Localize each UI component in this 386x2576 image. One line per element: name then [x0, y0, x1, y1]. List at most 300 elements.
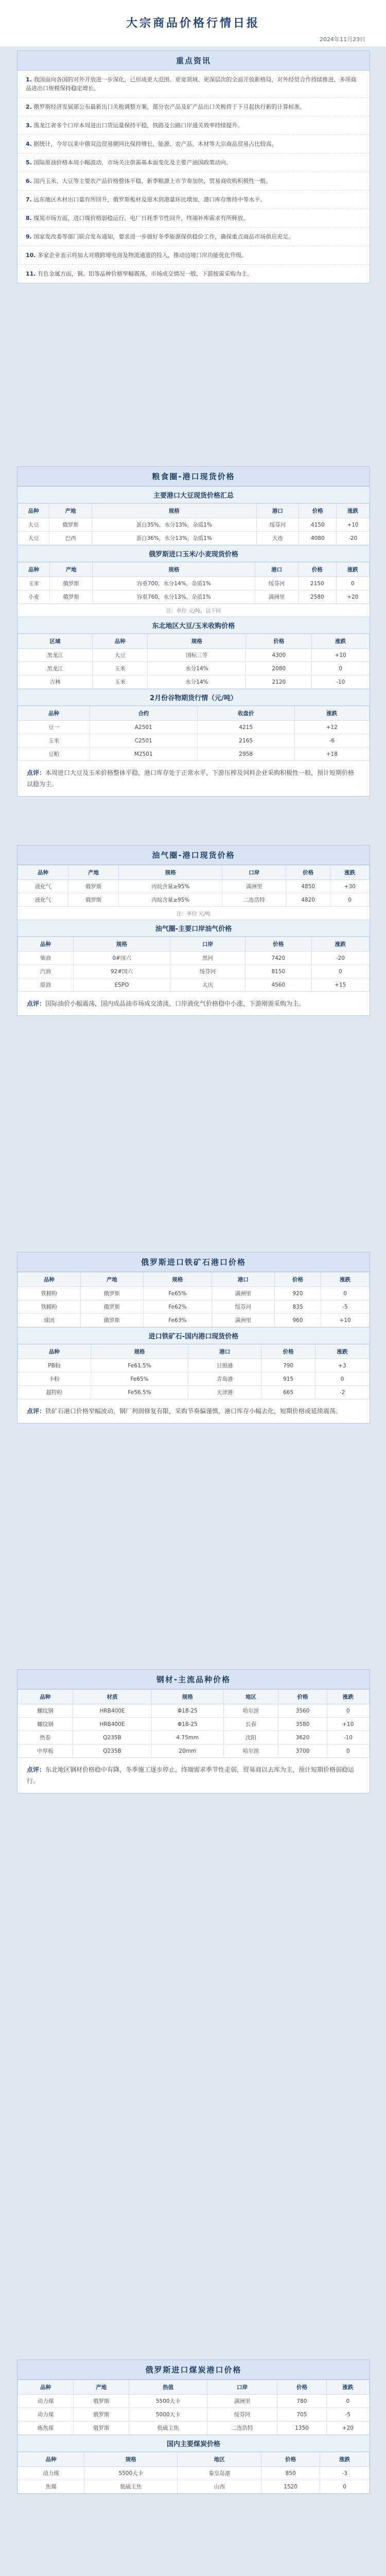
table-header-cell: 规格: [74, 937, 170, 952]
table-row: [18, 734, 370, 748]
news-title: 重点资讯: [17, 51, 370, 71]
table-header-cell: 区域: [18, 634, 93, 649]
table-cell: 俄罗斯: [49, 590, 93, 604]
table-cell: 3580: [278, 1718, 327, 1731]
table-cell: 山西: [178, 2480, 261, 2494]
oil-sub2: 油气圈-主要口岸油气价格: [17, 920, 370, 937]
table-header-cell: 品种: [18, 563, 50, 577]
table-cell: 2580: [298, 590, 336, 604]
news-item-index: 8.: [26, 215, 32, 222]
table-cell: 俄罗斯: [74, 2421, 129, 2435]
table-row: [18, 880, 370, 893]
table-cell: 卡粉: [18, 1372, 91, 1386]
table-cell: +20: [336, 590, 369, 604]
table-cell: +10: [321, 1314, 370, 1327]
table-cell: Fe63%: [143, 1314, 212, 1327]
table-cell: 黑河: [170, 952, 245, 965]
table-header-cell: 价格: [261, 2452, 320, 2467]
oil-comment-text: 国际油价小幅震荡，国内成品油市场成交清淡，口岸液化气价格稳中小涨，下游刚需采购为主。: [45, 1000, 305, 1007]
table-cell: 绥芬河: [212, 1300, 274, 1314]
table-cell: 2958: [197, 748, 294, 761]
news-item: [17, 246, 370, 265]
table-header-cell: 涨跌: [327, 1690, 369, 1704]
steel-comment: [17, 1758, 370, 1793]
table-cell: 球团: [18, 1314, 81, 1327]
table-cell: Fe61.5%: [91, 1359, 188, 1372]
table-header-cell: 涨跌: [321, 1273, 370, 1287]
table-row: [18, 978, 370, 992]
table-cell: -20: [311, 952, 369, 965]
table-cell: -5: [321, 1300, 370, 1314]
grain-title: 粮食圈-港口现货价格: [17, 467, 370, 486]
table-cell: 满洲里: [222, 880, 286, 893]
table-cell: 吉林: [18, 675, 93, 689]
table-cell: 绥芬河: [207, 2408, 277, 2421]
news-item-text: 国内玉米、大豆等主要农产品价格整体平稳，新季粮源上市节奏加快，贸易商收购积极性一般。: [33, 178, 272, 184]
table-header-cell: 涨跌: [326, 2380, 369, 2395]
table-row: [18, 662, 370, 675]
news-item: [17, 154, 370, 172]
table-cell: 丙烷含量≥95%: [119, 893, 222, 907]
table-cell: -10: [312, 675, 370, 689]
table-cell: 2120: [246, 675, 312, 689]
news-item-text: 俄罗斯经济发展部公布最新出口关税调整方案，部分农产品及矿产品出口关税将于下月起执行新的计算标准。: [33, 104, 306, 110]
table-header-cell: 地区: [223, 1690, 278, 1704]
grain-comment-label: 点评：: [27, 769, 46, 776]
table-cell: 8150: [245, 965, 311, 978]
table-cell: 7420: [245, 952, 311, 965]
table-row: [18, 893, 370, 907]
table-cell: 玉米: [18, 734, 90, 748]
table-cell: -3: [320, 2467, 370, 2480]
table-cell: 水分14%: [148, 662, 246, 675]
table-header-cell: 品种: [18, 1273, 81, 1287]
table-cell: 日照港: [188, 1359, 261, 1372]
news-item: [17, 71, 370, 98]
table-cell: +3: [315, 1359, 370, 1372]
coal-panel: [17, 2360, 370, 2494]
table-row: [18, 1386, 370, 1399]
table-cell: 水分14%: [148, 675, 246, 689]
news-item-text: 远东地区木材出口量有所回升，俄罗斯板材及原木到港量环比增加，港口库存维持中等水平。: [33, 196, 266, 203]
table-cell: 大豆: [18, 532, 49, 545]
table-cell: 动力煤: [18, 2467, 84, 2480]
table-cell: Φ18-25: [152, 1704, 223, 1718]
table-cell: 国标三等: [148, 649, 246, 662]
table-row: [18, 952, 370, 965]
table-header-cell: 规格: [92, 504, 256, 518]
grain-table-4: [17, 706, 370, 761]
news-item: [17, 116, 370, 135]
table-header-cell: 材质: [73, 1690, 151, 1704]
news-item-index: 2.: [26, 104, 32, 110]
table-cell: 0: [330, 893, 370, 907]
table-row: [18, 1718, 370, 1731]
table-cell: 1350: [277, 2421, 326, 2435]
table-cell: 960: [274, 1314, 321, 1327]
news-item-index: 6.: [26, 178, 32, 184]
table-cell: 液化气: [18, 893, 68, 907]
table-cell: 玉米: [18, 577, 50, 590]
table-cell: 柴油: [18, 952, 74, 965]
ore-comment-label: 点评：: [27, 1408, 46, 1415]
table-header-cell: 价格: [277, 2380, 326, 2395]
news-item-text: 煤炭市场方面，进口煤价格弱稳运行，电厂日耗季节性回升，终端补库需求有所释放。: [33, 215, 249, 222]
table-header-cell: 涨跌: [311, 937, 369, 952]
table-header-cell: 品种: [93, 634, 148, 649]
grain-sub2: 俄罗斯进口玉米/小麦现货价格: [17, 545, 370, 562]
table-cell: 哈尔滨: [223, 1704, 278, 1718]
table-cell: 液化气: [18, 880, 68, 893]
table-cell: -10: [327, 1731, 369, 1744]
table-cell: 丙烷含量≥95%: [119, 880, 222, 893]
table-cell: +10: [337, 518, 370, 532]
table-cell: 705: [277, 2408, 326, 2421]
table-header-cell: 地区: [178, 2452, 261, 2467]
table-cell: HRB400E: [73, 1704, 151, 1718]
news-item-index: 1.: [26, 76, 32, 83]
steel-title: 钢材-主流品种价格: [17, 1670, 370, 1689]
table-cell: 5000大卡: [129, 2408, 207, 2421]
table-row: [18, 1359, 370, 1372]
table-header-cell: 品种: [18, 937, 74, 952]
ore-panel: [17, 1252, 370, 1423]
table-row: [18, 1744, 370, 1758]
table-cell: 0: [320, 2480, 370, 2494]
table-row: [18, 2408, 370, 2421]
table-header-cell: 品种: [18, 1690, 73, 1704]
table-cell: 绥芬河: [256, 518, 299, 532]
table-cell: 黑龙江: [18, 649, 93, 662]
table-cell: 大庆: [170, 978, 245, 992]
news-item: [17, 135, 370, 154]
table-header-cell: 口岸: [170, 937, 245, 952]
table-cell: Fe56.5%: [91, 1386, 188, 1399]
table-cell: 0: [311, 965, 369, 978]
ore-sub2: 进口铁矿石-国内港口现货价格: [17, 1327, 370, 1344]
table-header-cell: 规格: [93, 563, 255, 577]
table-header-cell: 规格: [152, 1690, 223, 1704]
news-item: [17, 191, 370, 209]
ore-table-1: [17, 1272, 370, 1327]
oil-table-2: [17, 937, 370, 992]
grain-panel: [17, 466, 370, 796]
table-cell: +30: [330, 880, 370, 893]
grain-sub3: 东北地区大豆/玉米收购价格: [17, 617, 370, 634]
table-cell: 0: [327, 1704, 369, 1718]
news-item: [17, 172, 370, 191]
table-cell: C2501: [90, 734, 197, 748]
table-cell: 哈尔滨: [223, 1744, 278, 1758]
news-item-index: 5.: [26, 159, 32, 166]
table-header-cell: 港口: [256, 504, 299, 518]
table-cell: Fe62%: [143, 1300, 212, 1314]
table-cell: -20: [337, 532, 370, 545]
table-cell: 4150: [299, 518, 337, 532]
table-cell: 汽油: [18, 965, 74, 978]
table-header-cell: 价格: [246, 634, 312, 649]
table-cell: 满洲里: [212, 1314, 274, 1327]
table-cell: 俄罗斯: [80, 1287, 143, 1300]
table-header-cell: 品种: [18, 504, 49, 518]
table-header-cell: 合约: [90, 706, 197, 721]
table-row: [18, 1287, 370, 1300]
table-cell: 0#国六: [74, 952, 170, 965]
table-header-cell: 收盘价: [197, 706, 294, 721]
table-cell: 蛋白35%，水分13%，杂质1%: [92, 518, 256, 532]
table-cell: 大豆: [93, 649, 148, 662]
table-cell: -5: [326, 2408, 369, 2421]
table-cell: 俄罗斯: [80, 1314, 143, 1327]
table-header-cell: 品种: [18, 866, 68, 880]
table-cell: 0: [315, 1372, 370, 1386]
table-cell: 秦皇岛港: [178, 2467, 261, 2480]
table-cell: 天津港: [188, 1386, 261, 1399]
table-cell: 超特粉: [18, 1386, 91, 1399]
table-cell: 2150: [298, 577, 336, 590]
report-title: 大宗商品价格行情日报: [126, 17, 260, 30]
table-header-cell: 价格: [274, 1273, 321, 1287]
table-cell: 巴西: [49, 532, 92, 545]
table-row: [18, 2395, 370, 2408]
table-header-cell: 产地: [49, 563, 93, 577]
table-cell: 黑龙江: [18, 662, 93, 675]
table-row: [18, 532, 370, 545]
ore-table-2: [17, 1344, 370, 1399]
table-cell: 俄罗斯: [80, 1300, 143, 1314]
table-cell: +10: [312, 649, 370, 662]
steel-table-1: [17, 1689, 370, 1758]
news-item-text: 据统计，今年以来中俄双边贸易额同比保持增长，能源、农产品、木材等大宗商品贸易占比较高。: [33, 141, 277, 147]
table-row: [18, 2467, 370, 2480]
table-cell: 小麦: [18, 590, 50, 604]
table-cell: 螺纹钢: [18, 1718, 73, 1731]
table-cell: 790: [261, 1359, 315, 1372]
table-header-cell: 规格: [91, 1345, 188, 1359]
table-cell: 豆粕: [18, 748, 90, 761]
table-header-cell: 口岸: [222, 866, 286, 880]
table-header-cell: 规格: [143, 1273, 212, 1287]
grain-sub1: 主要港口大豆现货价格汇总: [17, 486, 370, 503]
grain-table-3: [17, 634, 370, 689]
table-cell: 大豆: [18, 518, 49, 532]
table-cell: 780: [277, 2395, 326, 2408]
grain-comment: [17, 761, 370, 796]
table-header-cell: 涨跌: [294, 706, 369, 721]
news-item: [17, 265, 370, 283]
news-item-index: 11.: [26, 270, 36, 277]
table-row: [18, 1731, 370, 1744]
table-cell: 0: [312, 662, 370, 675]
table-header-cell: 品种: [18, 1345, 91, 1359]
table-header-cell: 涨跌: [312, 634, 370, 649]
table-cell: 俄罗斯: [49, 518, 92, 532]
table-cell: 0: [336, 577, 369, 590]
table-cell: 铁精粉: [18, 1287, 81, 1300]
news-item-index: 3.: [26, 122, 32, 129]
table-cell: 俄罗斯: [49, 577, 93, 590]
table-header-cell: 规格: [148, 634, 246, 649]
table-cell: 92#国六: [74, 965, 170, 978]
oil-panel: [17, 845, 370, 1016]
table-cell: 5500大卡: [129, 2395, 207, 2408]
ore-title: 俄罗斯进口铁矿石港口价格: [17, 1252, 370, 1272]
table-cell: HRB400E: [73, 1718, 151, 1731]
table-cell: +10: [327, 1718, 369, 1731]
table-cell: 835: [274, 1300, 321, 1314]
grain-sub4: 2月份谷物期货行情（元/吨）: [17, 689, 370, 706]
table-row: [18, 965, 370, 978]
table-cell: Fe65%: [91, 1372, 188, 1386]
oil-note: 注：单位 元/吨: [176, 911, 211, 917]
ore-comment-text: 铁矿石港口价格窄幅波动，钢厂利润修复有限，采购节奏偏谨慎，港口库存小幅去化，短期价格或延续震荡。: [45, 1408, 342, 1415]
table-cell: ESPO: [74, 978, 170, 992]
table-cell: Fe65%: [143, 1287, 212, 1300]
oil-comment-label: 点评：: [27, 1000, 46, 1007]
table-header-cell: 规格: [84, 2452, 178, 2467]
news-item: [17, 209, 370, 228]
news-item-text: 有色金属方面，铜、铝等品种价格窄幅震荡，市场成交情况一般，下游按需采购为主。: [38, 270, 253, 277]
news-item-text: 国家发改委等部门联合发布通知，要求进一步做好冬季能源保供稳价工作，确保重点商品市场供应充足。: [33, 233, 294, 240]
table-cell: 绥芬河: [170, 965, 245, 978]
table-cell: 中厚板: [18, 1744, 73, 1758]
table-cell: 二连浩特: [207, 2421, 277, 2435]
table-cell: 俄罗斯: [68, 893, 119, 907]
news-panel: [17, 50, 370, 283]
table-cell: 3560: [278, 1704, 327, 1718]
table-cell: 4560: [245, 978, 311, 992]
table-cell: 0: [326, 2395, 369, 2408]
table-row: [18, 675, 370, 689]
table-cell: 4850: [286, 880, 330, 893]
steel-panel: [17, 1669, 370, 1793]
report-date: 2024年11月23日: [320, 36, 365, 43]
table-cell: 4215: [197, 721, 294, 734]
table-cell: 4820: [286, 893, 330, 907]
coal-table-1: [17, 2380, 370, 2435]
table-cell: 绥芬河: [255, 577, 299, 590]
news-list: [17, 71, 370, 283]
table-cell: 850: [261, 2467, 320, 2480]
table-cell: 焦煤: [18, 2480, 84, 2494]
table-cell: PB粉: [18, 1359, 91, 1372]
table-header-cell: 口岸: [207, 2380, 277, 2395]
table-header-cell: 品种: [18, 2452, 84, 2467]
table-header-cell: 港口: [212, 1273, 274, 1287]
news-item-text: 黑龙江省多个口岸本周进出口货运量保持平稳，铁路及公路口岸通关效率持续提升。: [33, 122, 243, 129]
table-row: [18, 748, 370, 761]
steel-comment-label: 点评：: [27, 1766, 46, 1773]
table-cell: 低硫主焦: [129, 2421, 207, 2435]
table-cell: Φ18-25: [152, 1718, 223, 1731]
table-header-cell: 规格: [119, 866, 222, 880]
table-header-cell: 涨跌: [315, 1345, 370, 1359]
oil-comment: [17, 992, 370, 1015]
table-header-cell: 产地: [74, 2380, 129, 2395]
news-item-index: 4.: [26, 141, 32, 147]
table-row: [18, 721, 370, 734]
table-cell: 豆一: [18, 721, 90, 734]
table-row: [18, 1314, 370, 1327]
table-cell: 915: [261, 1372, 315, 1386]
table-cell: 长春: [223, 1718, 278, 1731]
table-cell: 低硫主焦: [84, 2480, 178, 2494]
table-header-cell: 产地: [68, 866, 119, 880]
table-cell: 动力煤: [18, 2395, 74, 2408]
news-item-text: 国际原油价格本周小幅波动，市场关注供需基本面变化及主要产油国政策动向。: [33, 159, 232, 166]
table-row: [18, 1300, 370, 1314]
table-header-cell: 价格: [298, 563, 336, 577]
table-cell: 螺纹钢: [18, 1704, 73, 1718]
table-cell: 4300: [246, 649, 312, 662]
table-header-cell: 港口: [255, 563, 299, 577]
ore-comment: [17, 1399, 370, 1423]
table-cell: Q235B: [73, 1744, 151, 1758]
table-header-cell: 价格: [261, 1345, 315, 1359]
table-cell: 2080: [246, 662, 312, 675]
table-cell: 1520: [261, 2480, 320, 2494]
table-cell: +20: [326, 2421, 369, 2435]
table-cell: 20mm: [152, 1744, 223, 1758]
grain-table-1: [17, 503, 370, 545]
table-row: [18, 1704, 370, 1718]
table-cell: 热卷: [18, 1731, 73, 1744]
news-item-index: 9.: [26, 233, 32, 240]
oil-title: 油气圈-港口现货价格: [17, 845, 370, 865]
table-cell: 满洲里: [207, 2395, 277, 2408]
coal-sub2: 国内主要煤炭价格: [17, 2435, 370, 2452]
table-cell: 动力煤: [18, 2408, 74, 2421]
table-cell: 0: [321, 1287, 370, 1300]
table-header-cell: 产地: [80, 1273, 143, 1287]
news-item: [17, 98, 370, 116]
table-cell: -6: [294, 734, 369, 748]
table-cell: 3700: [278, 1744, 327, 1758]
table-cell: 0: [327, 1744, 369, 1758]
table-cell: +15: [311, 978, 369, 992]
table-cell: 3620: [278, 1731, 327, 1744]
table-header-cell: 品种: [18, 706, 90, 721]
table-cell: 青岛港: [188, 1372, 261, 1386]
table-row: [18, 649, 370, 662]
coal-title: 俄罗斯进口煤炭港口价格: [17, 2360, 370, 2380]
table-cell: 2165: [197, 734, 294, 748]
table-cell: 俄罗斯: [74, 2395, 129, 2408]
table-cell: 二连浩特: [222, 893, 286, 907]
table-cell: 原油: [18, 978, 74, 992]
news-item-index: 10.: [26, 252, 36, 259]
report-header: [0, 0, 386, 46]
table-header-cell: 品种: [18, 2380, 74, 2395]
steel-comment-text: 东北地区钢材价格稳中有降，冬季施工逐步停止，终端需求季节性走弱，贸易商以去库为主，预计短期价格弱稳运行。: [27, 1766, 355, 1785]
table-row: [18, 2421, 370, 2435]
table-cell: 俄罗斯: [68, 880, 119, 893]
table-cell: 4080: [299, 532, 337, 545]
table-row: [18, 1372, 370, 1386]
news-item-text: 多家企业表示将加大对俄跨境电商及物流通道的投入，推动边境口岸功能优化升级。: [38, 252, 247, 259]
table-header-cell: 价格: [299, 504, 337, 518]
table-header-cell: 热值: [129, 2380, 207, 2395]
table-header-cell: 价格: [286, 866, 330, 880]
table-cell: 容重700，水分14%，杂质1%: [93, 577, 255, 590]
grain-comment-text: 本周进口大豆及玉米价格整体平稳，港口库存处于正常水平，下游压榨及饲料企业采购积极性一般，预计短期价格以稳为主。: [27, 769, 355, 788]
table-cell: +18: [294, 748, 369, 761]
table-row: [18, 590, 370, 604]
table-cell: -2: [315, 1386, 370, 1399]
table-cell: 满洲里: [212, 1287, 274, 1300]
table-cell: 4.75mm: [152, 1731, 223, 1744]
table-header-cell: 涨跌: [337, 504, 370, 518]
